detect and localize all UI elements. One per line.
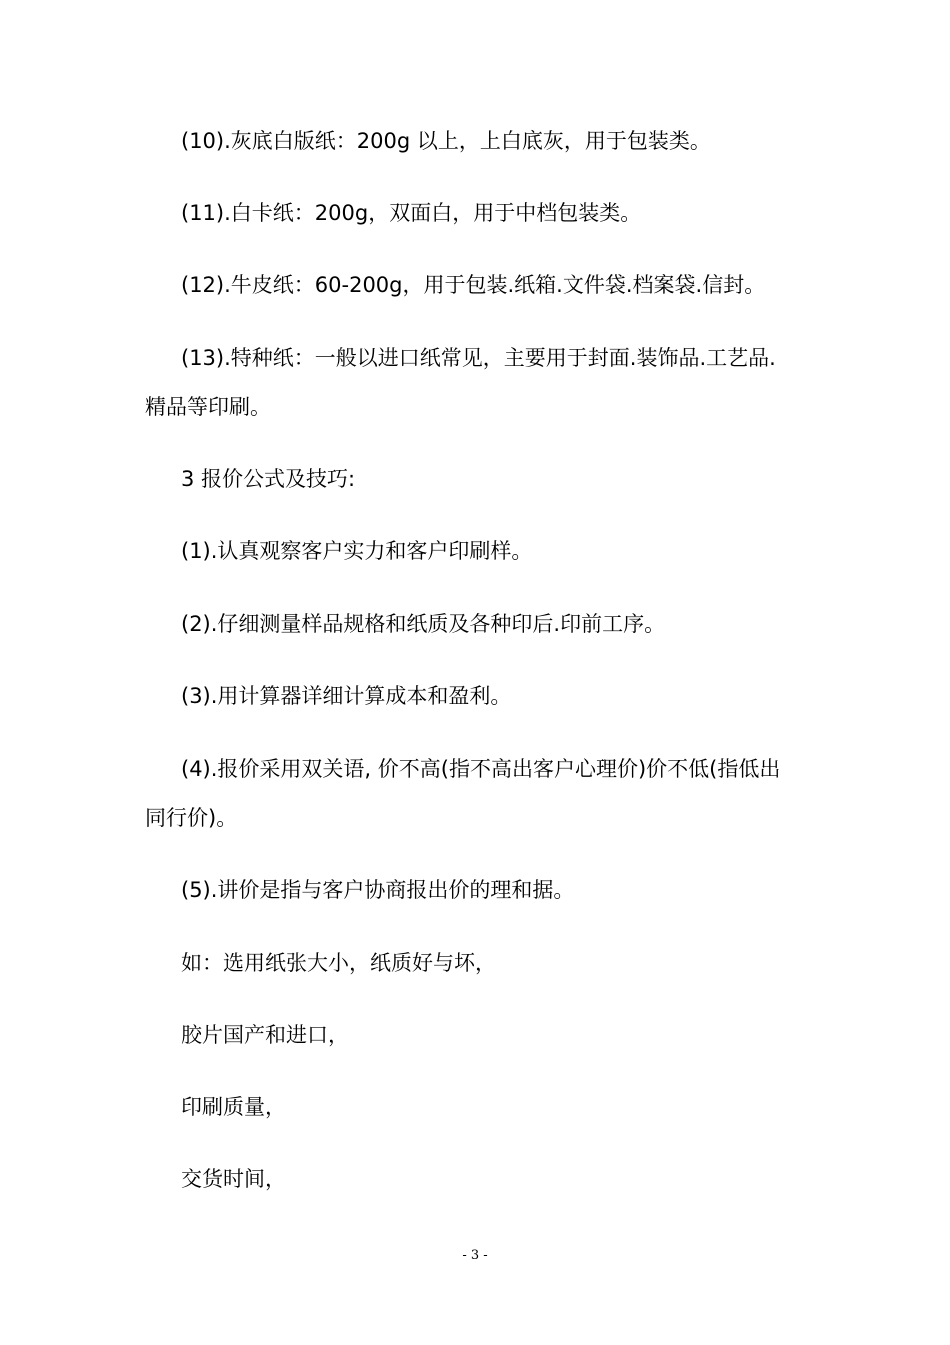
paragraph-special-paper: (13).特种纸：一般以进口纸常见，主要用于封面.装饰品.工艺品.	[181, 346, 776, 370]
paragraph-special-paper-continued: 精品等印刷。	[145, 395, 271, 419]
example-line-1: 如：选用纸张大小，纸质好与坏，	[181, 951, 496, 975]
list-item-3: (3).用计算器详细计算成本和盈利。	[181, 684, 512, 708]
example-line-3: 印刷质量，	[181, 1095, 286, 1119]
paragraph-white-card: (11).白卡纸：200g，双面白，用于中档包装类。	[181, 201, 642, 225]
list-item-4: (4).报价采用双关语, 价不高(指不高出客户心理价)价不低(指低出	[181, 757, 781, 781]
list-item-4-continued: 同行价)。	[145, 806, 238, 830]
example-line-4: 交货时间，	[181, 1167, 286, 1191]
list-item-2: (2).仔细测量样品规格和纸质及各种印后.印前工序。	[181, 612, 666, 636]
example-line-2: 胶片国产和进口，	[181, 1023, 349, 1047]
list-item-1: (1).认真观察客户实力和客户印刷样。	[181, 539, 533, 563]
paragraph-gray-white-board: (10).灰底白版纸：200g 以上，上白底灰，用于包装类。	[181, 129, 711, 153]
paragraph-kraft-paper: (12).牛皮纸：60-200g，用于包装.纸箱.文件袋.档案袋.信封。	[181, 273, 766, 297]
section-heading-quotation: 3 报价公式及技巧:	[181, 467, 356, 491]
list-item-5: (5).讲价是指与客户协商报出价的理和据。	[181, 878, 575, 902]
page-number: - 3 -	[462, 1248, 488, 1263]
